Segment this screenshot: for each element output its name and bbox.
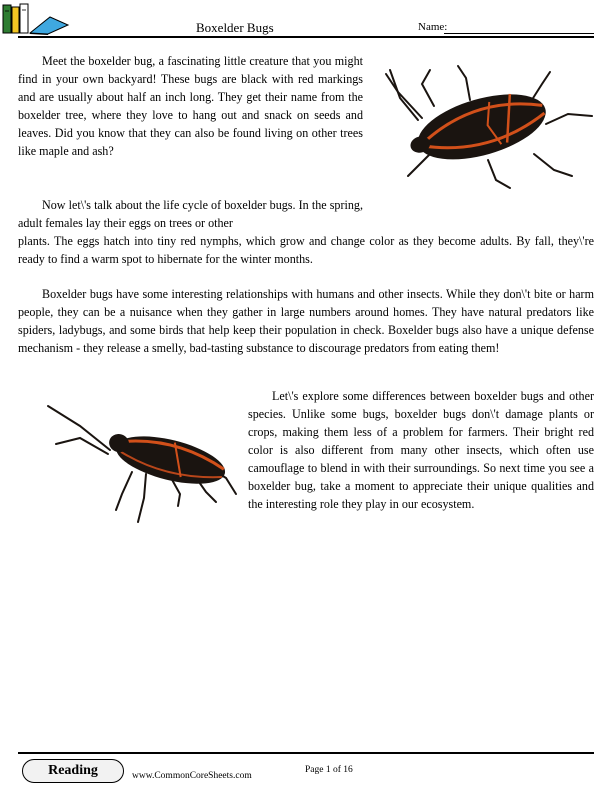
paragraph-intro: Meet the boxelder bug, a fascinating little creature that you might find in your own backyard! These bugs are black with red markings and are usually about half an inch long. They get their name from the boxelder tree, where they love to hang out and snack on seeds and leaves. Did you know that they can also be found living on other trees like maple and ash? xyxy=(18,54,363,158)
paragraph-differences: Let\'s explore some differences between boxelder bugs and other species. Unlike some bugs, boxelder bugs don\'t damage plants or crops, making them less of a problem for farmers. Their bright red color is also different from many other insects, which often use camouflage to blend in with their surroundings. So next time you see a boxelder bug, take a moment to appreciate their unique qualities and the interesting role they play in our ecosystem. xyxy=(248,389,594,511)
footer-divider xyxy=(18,752,594,754)
page-header xyxy=(0,0,612,40)
reading-badge: Reading xyxy=(22,759,124,783)
paragraph-life-cycle-start: Now let\'s talk about the life cycle of boxelder bugs. In the spring, adult females lay their eggs on trees or other xyxy=(18,198,363,230)
name-label: Name: xyxy=(418,21,448,33)
page-title: Boxelder Bugs xyxy=(196,20,274,35)
paragraph-relationships: Boxelder bugs have some interesting relationships with humans and other insects. While they don\'t bite or harm people, they can be a nuisance when they gather in large numbers around homes. They have natural predators like spiders, ladybugs, and some birds that help keep their population in check. Boxelder bugs also have a unique defense mechanism - they release a smelly, bad-tasting substance to discourage predators from eating them! xyxy=(18,287,594,355)
boxelder-bug-side-view-image xyxy=(20,398,240,526)
site-url: www.CommonCoreSheets.com xyxy=(132,771,252,781)
header-divider xyxy=(18,36,594,38)
page-number: Page 1 of 16 xyxy=(305,765,353,775)
boxelder-bug-top-view-image xyxy=(378,62,596,192)
name-field-line xyxy=(444,33,594,34)
books-icon xyxy=(2,3,70,35)
paragraph-life-cycle-end: plants. The eggs hatch into tiny red nymphs, which grow and change color as they become adults. By fall, they\'re ready to find a warm spot to hibernate for the winter months. xyxy=(18,234,594,266)
